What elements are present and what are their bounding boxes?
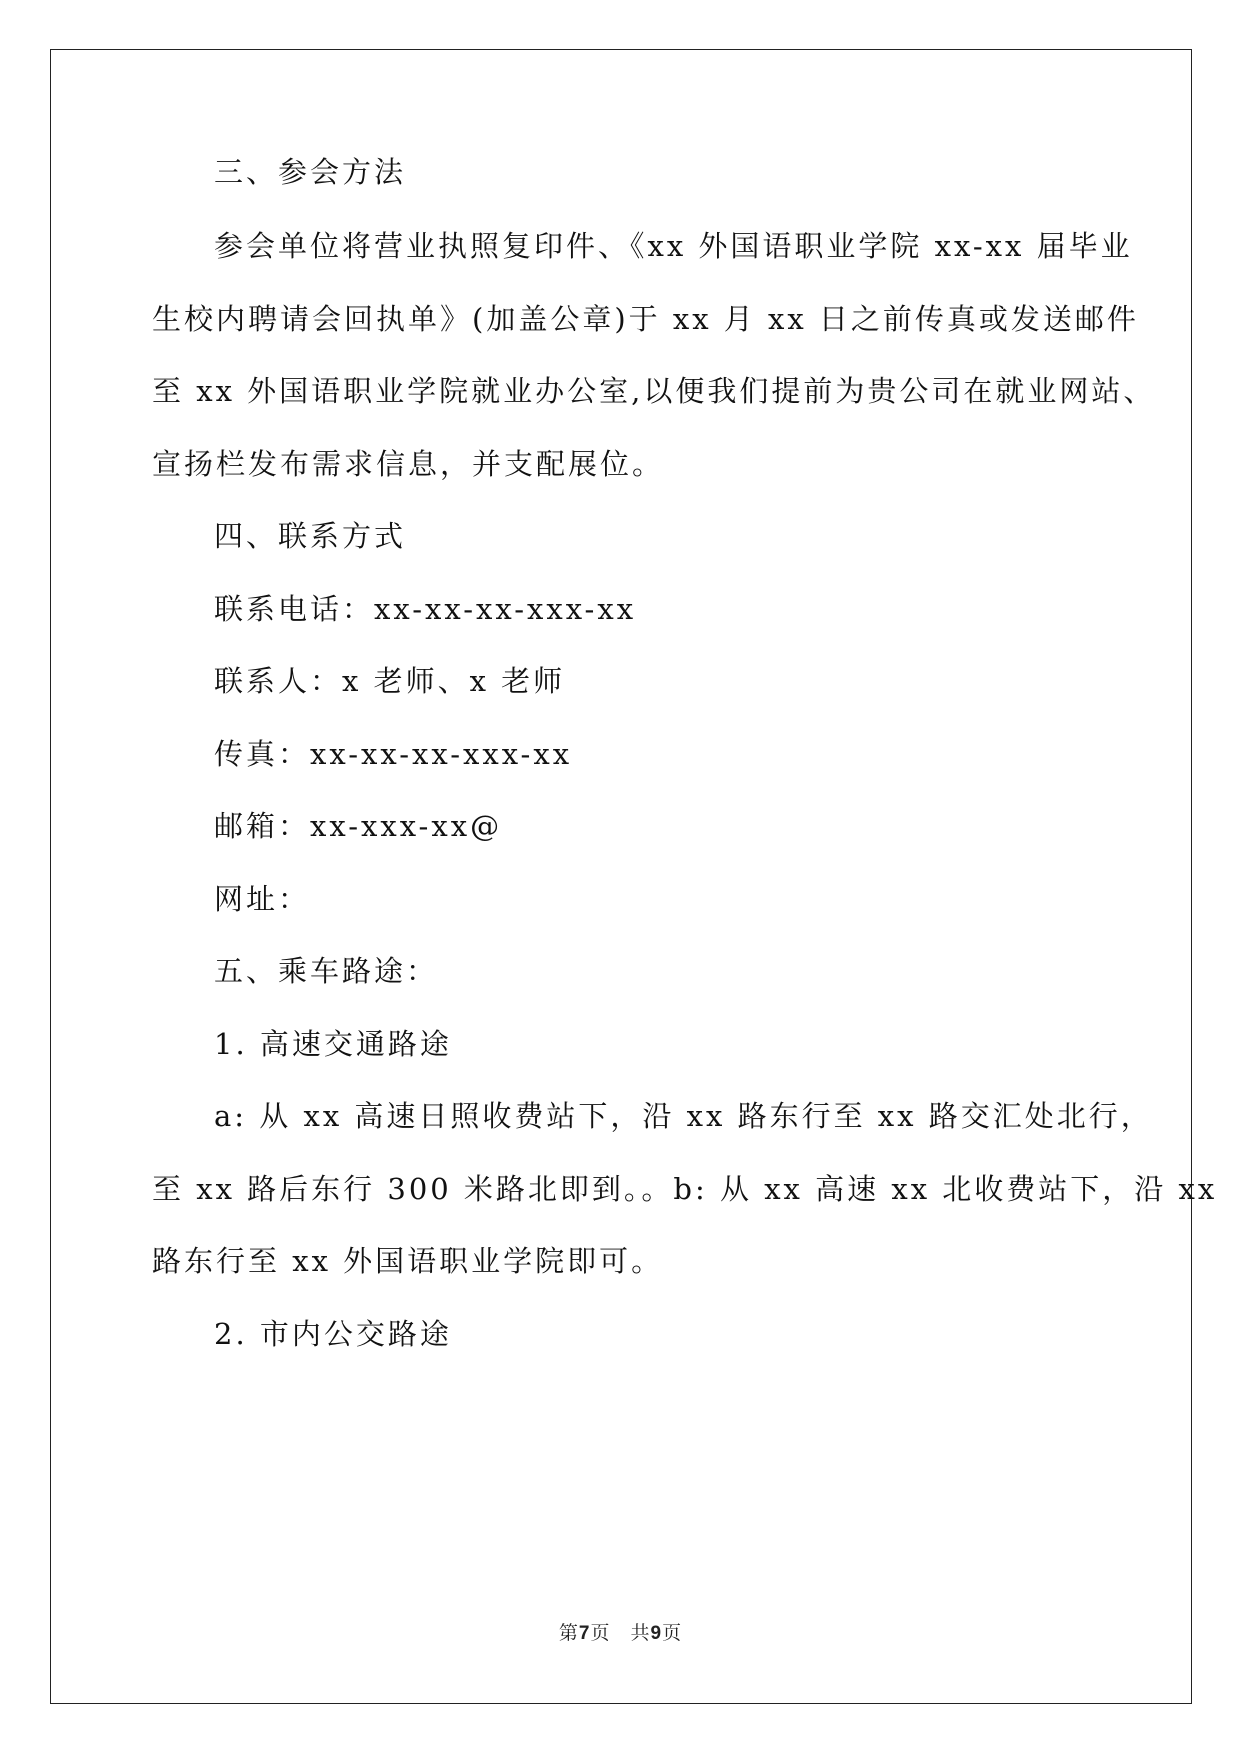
paragraph-line: 生校内聘请会回执单》(加盖公章)于 xx 月 xx 日之前传真或发送邮件 xyxy=(152,302,1139,336)
paragraph-line: 至 xx 路后东行 300 米路北即到。。b: 从 xx 高速 xx 北收费站下，沿 xx xyxy=(152,1172,1218,1206)
page-footer xyxy=(0,1618,1241,1645)
contact-email: 邮箱：xx-xxx-xx@ xyxy=(214,809,503,843)
footer-prefix: 第 xyxy=(558,1622,579,1644)
contact-person: 联系人：x 老师、x 老师 xyxy=(214,664,566,698)
paragraph-line: 参会单位将营业执照复印件、《xx 外国语职业学院 xx-xx 届毕业 xyxy=(214,229,1133,263)
subsection-heading-1: 1. 高速交通路途 xyxy=(214,1027,452,1061)
current-page-number: 7 xyxy=(578,1623,591,1644)
contact-website: 网址： xyxy=(214,882,311,916)
paragraph-line: 宣扬栏发布需求信息，并支配展位。 xyxy=(152,447,665,481)
subsection-heading-2: 2. 市内公交路途 xyxy=(214,1317,452,1351)
contact-phone: 联系电话：xx-xx-xx-xxx-xx xyxy=(214,592,637,626)
paragraph-line: a: 从 xx 高速日照收费站下，沿 xx 路东行至 xx 路交汇处北行， xyxy=(214,1099,1153,1133)
page-border xyxy=(50,49,1192,1704)
paragraph-line: 至 xx 外国语职业学院就业办公室,以便我们提前为贵公司在就业网站、 xyxy=(152,374,1156,408)
footer-mid: 页 共 xyxy=(590,1622,651,1644)
paragraph-line: 路东行至 xx 外国语职业学院即可。 xyxy=(152,1244,664,1278)
contact-fax: 传真：xx-xx-xx-xxx-xx xyxy=(214,737,573,771)
section-heading-4: 四、联系方式 xyxy=(214,519,407,553)
total-pages-number: 9 xyxy=(650,1623,663,1644)
footer-suffix: 页 xyxy=(662,1622,683,1644)
section-heading-3: 三、参会方法 xyxy=(214,155,407,189)
section-heading-5: 五、乘车路途： xyxy=(214,954,439,988)
